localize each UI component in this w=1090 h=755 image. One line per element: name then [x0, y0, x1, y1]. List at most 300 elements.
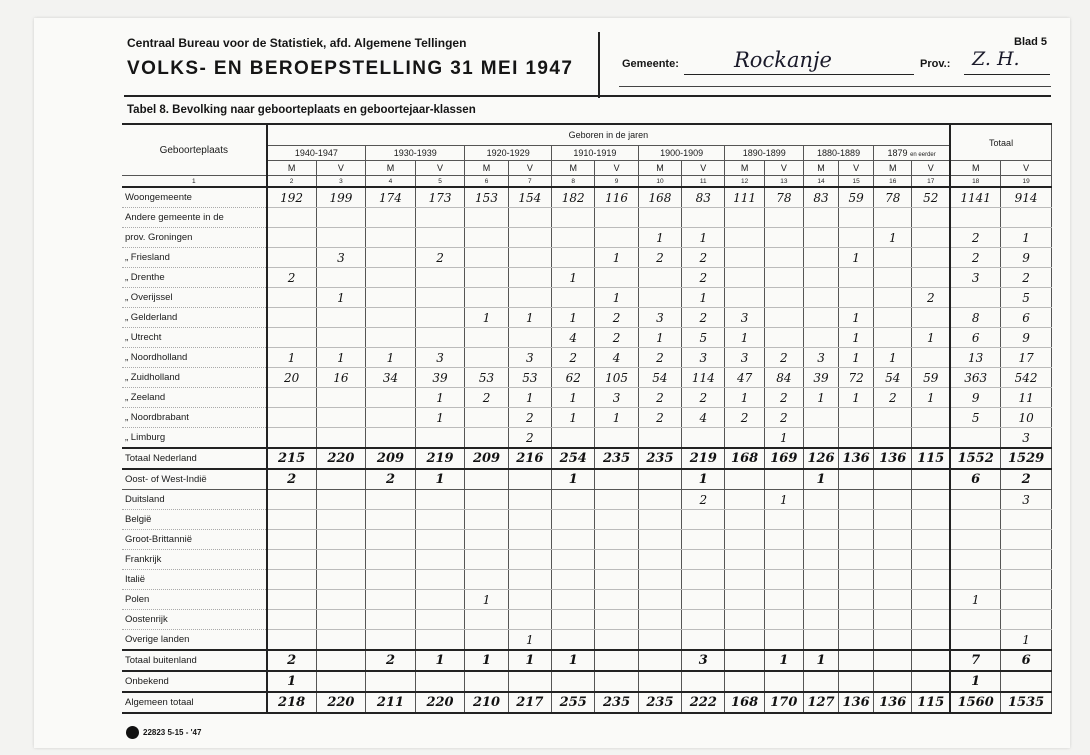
value-cell [950, 550, 1001, 570]
value-cell [316, 671, 366, 692]
value-cell [595, 590, 638, 610]
value-cell: 17 [1001, 348, 1052, 368]
value-cell [839, 469, 874, 490]
value-cell: 1 [1001, 228, 1052, 248]
value-cell: 169 [764, 448, 803, 469]
value-cell: 2 [682, 308, 725, 328]
value-cell [595, 650, 638, 671]
value-cell: 62 [552, 368, 595, 388]
value-cell [267, 288, 317, 308]
value-cell [912, 469, 950, 490]
table-row [122, 428, 1052, 449]
value-cell [508, 268, 551, 288]
value-cell: 136 [839, 448, 874, 469]
row-label: „ Zuidholland [122, 368, 267, 388]
value-cell: 72 [839, 368, 874, 388]
value-cell: 1 [552, 469, 595, 490]
value-cell [366, 408, 416, 428]
value-cell [725, 469, 764, 490]
value-cell [682, 530, 725, 550]
value-cell [316, 650, 366, 671]
value-cell [803, 671, 838, 692]
value-cell [725, 671, 764, 692]
column-number: 10 [638, 176, 681, 188]
value-cell: 235 [595, 448, 638, 469]
value-cell [508, 570, 551, 590]
value-cell: 16 [316, 368, 366, 388]
value-cell [764, 610, 803, 630]
value-cell [682, 610, 725, 630]
value-cell: 2 [638, 248, 681, 268]
value-cell: 5 [950, 408, 1001, 428]
total-buitenland-row [122, 650, 1052, 671]
value-cell [366, 570, 416, 590]
value-cell: 1 [267, 348, 317, 368]
column-number: 5 [415, 176, 465, 188]
value-cell [508, 510, 551, 530]
row-label: Frankrijk [122, 550, 267, 570]
value-cell: 114 [682, 368, 725, 388]
value-cell [764, 288, 803, 308]
value-cell [552, 428, 595, 449]
value-cell [912, 490, 950, 510]
value-cell [366, 550, 416, 570]
value-cell [912, 530, 950, 550]
value-cell: 199 [316, 187, 366, 208]
value-cell [508, 469, 551, 490]
row-label: „ Overijssel [122, 288, 267, 308]
value-cell [912, 208, 950, 228]
value-cell [874, 490, 912, 510]
column-number: 2 [267, 176, 317, 188]
value-cell [267, 550, 317, 570]
table-row [122, 228, 1052, 248]
row-label: Duitsland [122, 490, 267, 510]
value-cell [764, 671, 803, 692]
value-cell [267, 228, 317, 248]
value-cell [725, 490, 764, 510]
value-cell: 105 [595, 368, 638, 388]
value-cell: 34 [366, 368, 416, 388]
value-cell [366, 268, 416, 288]
sex-m-header: M [552, 161, 595, 176]
table-row [122, 187, 1052, 208]
value-cell [725, 610, 764, 630]
value-cell [874, 469, 912, 490]
period-header: 1920-1929 [465, 146, 552, 161]
value-cell [316, 388, 366, 408]
value-cell [508, 610, 551, 630]
value-cell: 2 [508, 428, 551, 449]
table-row [122, 570, 1052, 590]
value-cell: 3 [415, 348, 465, 368]
value-cell [267, 510, 317, 530]
value-cell: 1 [682, 288, 725, 308]
column-number: 16 [874, 176, 912, 188]
value-cell [912, 248, 950, 268]
value-cell [595, 630, 638, 651]
value-cell: 2 [1001, 268, 1052, 288]
value-cell [874, 610, 912, 630]
table-row [122, 469, 1052, 490]
value-cell: 1552 [950, 448, 1001, 469]
value-cell [912, 228, 950, 248]
value-cell [267, 308, 317, 328]
value-cell [638, 428, 681, 449]
value-cell [267, 388, 317, 408]
value-cell [316, 490, 366, 510]
column-number: 4 [366, 176, 416, 188]
column-number: 17 [912, 176, 950, 188]
value-cell [1001, 610, 1052, 630]
value-cell [465, 208, 508, 228]
value-cell [874, 510, 912, 530]
value-cell [638, 530, 681, 550]
value-cell: 1 [764, 650, 803, 671]
value-cell [366, 630, 416, 651]
value-cell [267, 590, 317, 610]
value-cell [950, 428, 1001, 449]
value-cell: 9 [950, 388, 1001, 408]
value-cell: 83 [682, 187, 725, 208]
value-cell [912, 428, 950, 449]
value-cell: 4 [682, 408, 725, 428]
value-cell [874, 248, 912, 268]
value-cell: 3 [682, 650, 725, 671]
value-cell [267, 530, 317, 550]
value-cell [366, 388, 416, 408]
value-cell: 168 [725, 448, 764, 469]
value-cell [725, 208, 764, 228]
value-cell: 2 [267, 268, 317, 288]
value-cell [316, 268, 366, 288]
value-cell [1001, 530, 1052, 550]
value-cell: 1 [316, 348, 366, 368]
value-cell: 220 [316, 448, 366, 469]
value-cell [803, 530, 838, 550]
corner-header: Geboorteplaats [122, 124, 267, 176]
table-row [122, 408, 1052, 428]
value-cell [366, 530, 416, 550]
value-cell [1001, 510, 1052, 530]
value-cell [508, 550, 551, 570]
row-label: „ Gelderland [122, 308, 267, 328]
value-cell: 2 [874, 388, 912, 408]
value-cell [682, 510, 725, 530]
value-cell: 1 [839, 348, 874, 368]
table-row [122, 530, 1052, 550]
value-cell [552, 590, 595, 610]
value-cell: 220 [316, 692, 366, 713]
row-label: „ Limburg [122, 428, 267, 449]
value-cell [552, 510, 595, 530]
value-cell [874, 630, 912, 651]
value-cell: 47 [725, 368, 764, 388]
value-cell [316, 408, 366, 428]
value-cell [1001, 570, 1052, 590]
value-cell [638, 490, 681, 510]
form-title: VOLKS- EN BEROEPSTELLING 31 MEI 1947 [127, 58, 574, 79]
row-label: Polen [122, 590, 267, 610]
value-cell: 1 [839, 388, 874, 408]
value-cell [725, 428, 764, 449]
value-cell: 136 [839, 692, 874, 713]
value-cell [803, 428, 838, 449]
column-number: 7 [508, 176, 551, 188]
value-cell [725, 268, 764, 288]
value-cell [803, 610, 838, 630]
value-cell: 78 [764, 187, 803, 208]
value-cell [803, 630, 838, 651]
table-row [122, 610, 1052, 630]
value-cell [764, 550, 803, 570]
value-cell [764, 208, 803, 228]
value-cell [874, 590, 912, 610]
value-cell: 1 [465, 590, 508, 610]
value-cell: 13 [950, 348, 1001, 368]
value-cell: 6 [950, 469, 1001, 490]
value-cell [682, 550, 725, 570]
value-cell: 6 [950, 328, 1001, 348]
sex-v-header: V [1001, 161, 1052, 176]
algemeen-totaal-row [122, 692, 1052, 713]
value-cell [465, 570, 508, 590]
value-cell [764, 228, 803, 248]
value-cell: 1 [1001, 630, 1052, 651]
sex-v-header: V [764, 161, 803, 176]
value-cell [725, 590, 764, 610]
row-label: Totaal buitenland [122, 650, 267, 671]
value-cell [839, 530, 874, 550]
value-cell: 2 [682, 388, 725, 408]
value-cell: 1 [508, 308, 551, 328]
row-label: Overige landen [122, 630, 267, 651]
column-number: 18 [950, 176, 1001, 188]
value-cell [764, 248, 803, 268]
table-row [122, 510, 1052, 530]
value-cell: 2 [465, 388, 508, 408]
value-cell: 1 [912, 388, 950, 408]
value-cell: 1 [950, 590, 1001, 610]
value-cell: 2 [764, 408, 803, 428]
value-cell: 39 [415, 368, 465, 388]
value-cell: 1 [764, 428, 803, 449]
value-cell [316, 570, 366, 590]
value-cell [950, 288, 1001, 308]
value-cell [1001, 208, 1052, 228]
census-form-sheet [34, 18, 1070, 748]
header-rule-thick [124, 95, 1051, 97]
row-label: Groot-Brittannië [122, 530, 267, 550]
value-cell [552, 248, 595, 268]
value-cell [316, 550, 366, 570]
value-cell [465, 469, 508, 490]
value-cell: 2 [366, 469, 416, 490]
value-cell: 59 [839, 187, 874, 208]
column-number: 8 [552, 176, 595, 188]
value-cell [508, 208, 551, 228]
row-label: Onbekend [122, 671, 267, 692]
column-number: 15 [839, 176, 874, 188]
row-label: Oostenrijk [122, 610, 267, 630]
value-cell: 1 [415, 469, 465, 490]
value-cell [839, 490, 874, 510]
value-cell [366, 288, 416, 308]
value-cell [267, 610, 317, 630]
table-row [122, 590, 1052, 610]
value-cell [595, 490, 638, 510]
value-cell [366, 308, 416, 328]
sex-v-header: V [912, 161, 950, 176]
value-cell [638, 208, 681, 228]
table-row [122, 328, 1052, 348]
value-cell: 1 [725, 388, 764, 408]
value-cell: 217 [508, 692, 551, 713]
value-cell: 1 [552, 650, 595, 671]
value-cell: 1 [415, 408, 465, 428]
totaal-header: Totaal [950, 124, 1051, 161]
value-cell: 84 [764, 368, 803, 388]
value-cell: 5 [1001, 288, 1052, 308]
table-row [122, 388, 1052, 408]
value-cell [682, 570, 725, 590]
value-cell [1001, 671, 1052, 692]
value-cell: 1 [912, 328, 950, 348]
value-cell: 3 [1001, 490, 1052, 510]
value-cell: 1 [874, 348, 912, 368]
row-label: prov. Groningen [122, 228, 267, 248]
value-cell [874, 550, 912, 570]
value-cell: 153 [465, 187, 508, 208]
value-cell [638, 469, 681, 490]
value-cell: 210 [465, 692, 508, 713]
value-cell: 3 [1001, 428, 1052, 449]
value-cell [839, 650, 874, 671]
value-cell: 1 [682, 469, 725, 490]
print-code-text: 22823 5-15 - '47 [143, 728, 202, 737]
value-cell [552, 570, 595, 590]
value-cell: 168 [638, 187, 681, 208]
value-cell [508, 490, 551, 510]
table-title: Tabel 8. Bevolking naar geboorteplaats en geboortejaar-klassen [127, 104, 476, 116]
value-cell: 9 [1001, 328, 1052, 348]
value-cell: 2 [638, 348, 681, 368]
value-cell [316, 328, 366, 348]
value-cell: 173 [415, 187, 465, 208]
population-table [122, 123, 1052, 714]
value-cell [415, 570, 465, 590]
value-cell [725, 288, 764, 308]
value-cell [1001, 590, 1052, 610]
value-cell [267, 630, 317, 651]
value-cell [465, 268, 508, 288]
period-suffix: en eerder [910, 152, 936, 158]
value-cell [508, 671, 551, 692]
sex-m-header: M [267, 161, 317, 176]
value-cell [912, 610, 950, 630]
years-group-header: Geboren in de jaren [267, 124, 951, 146]
value-cell [839, 630, 874, 651]
value-cell [267, 490, 317, 510]
prov-value: Z. H. [972, 48, 1020, 70]
value-cell: 127 [803, 692, 838, 713]
value-cell: 363 [950, 368, 1001, 388]
value-cell: 1 [552, 308, 595, 328]
sex-m-header: M [874, 161, 912, 176]
sex-m-header: M [465, 161, 508, 176]
value-cell [552, 228, 595, 248]
value-cell: 219 [415, 448, 465, 469]
table-row [122, 208, 1052, 228]
value-cell [508, 288, 551, 308]
value-cell: 2 [764, 348, 803, 368]
value-cell [465, 490, 508, 510]
column-number: 14 [803, 176, 838, 188]
value-cell: 116 [595, 187, 638, 208]
value-cell: 914 [1001, 187, 1052, 208]
header-rule [619, 86, 1051, 87]
value-cell: 20 [267, 368, 317, 388]
value-cell [508, 590, 551, 610]
value-cell [465, 408, 508, 428]
table-row [122, 348, 1052, 368]
value-cell: 1 [803, 650, 838, 671]
value-cell: 1 [950, 671, 1001, 692]
value-cell [803, 308, 838, 328]
value-cell [912, 590, 950, 610]
value-cell: 52 [912, 187, 950, 208]
value-cell: 3 [682, 348, 725, 368]
value-cell [1001, 550, 1052, 570]
value-cell: 1 [638, 328, 681, 348]
value-cell: 3 [725, 308, 764, 328]
value-cell: 111 [725, 187, 764, 208]
value-cell [912, 268, 950, 288]
value-cell [764, 308, 803, 328]
value-cell: 1 [508, 630, 551, 651]
value-cell [552, 610, 595, 630]
value-cell [415, 308, 465, 328]
value-cell [366, 671, 416, 692]
value-cell [682, 630, 725, 651]
value-cell: 209 [366, 448, 416, 469]
value-cell [595, 570, 638, 590]
value-cell [839, 408, 874, 428]
column-number: 9 [595, 176, 638, 188]
header-divider [598, 32, 600, 98]
value-cell: 1 [316, 288, 366, 308]
value-cell [950, 490, 1001, 510]
value-cell: 192 [267, 187, 317, 208]
value-cell [725, 248, 764, 268]
value-cell: 211 [366, 692, 416, 713]
row-label: Algemeen totaal [122, 692, 267, 713]
value-cell: 1535 [1001, 692, 1052, 713]
value-cell [465, 530, 508, 550]
value-cell [415, 288, 465, 308]
value-cell [465, 428, 508, 449]
value-cell [912, 570, 950, 590]
value-cell [725, 510, 764, 530]
sex-v-header: V [595, 161, 638, 176]
table-row [122, 288, 1052, 308]
sheet-number: Blad 5 [1014, 36, 1048, 48]
value-cell [764, 268, 803, 288]
value-cell [638, 288, 681, 308]
value-cell [638, 268, 681, 288]
period-header: 1880-1889 [803, 146, 873, 161]
value-cell: 1 [839, 308, 874, 328]
